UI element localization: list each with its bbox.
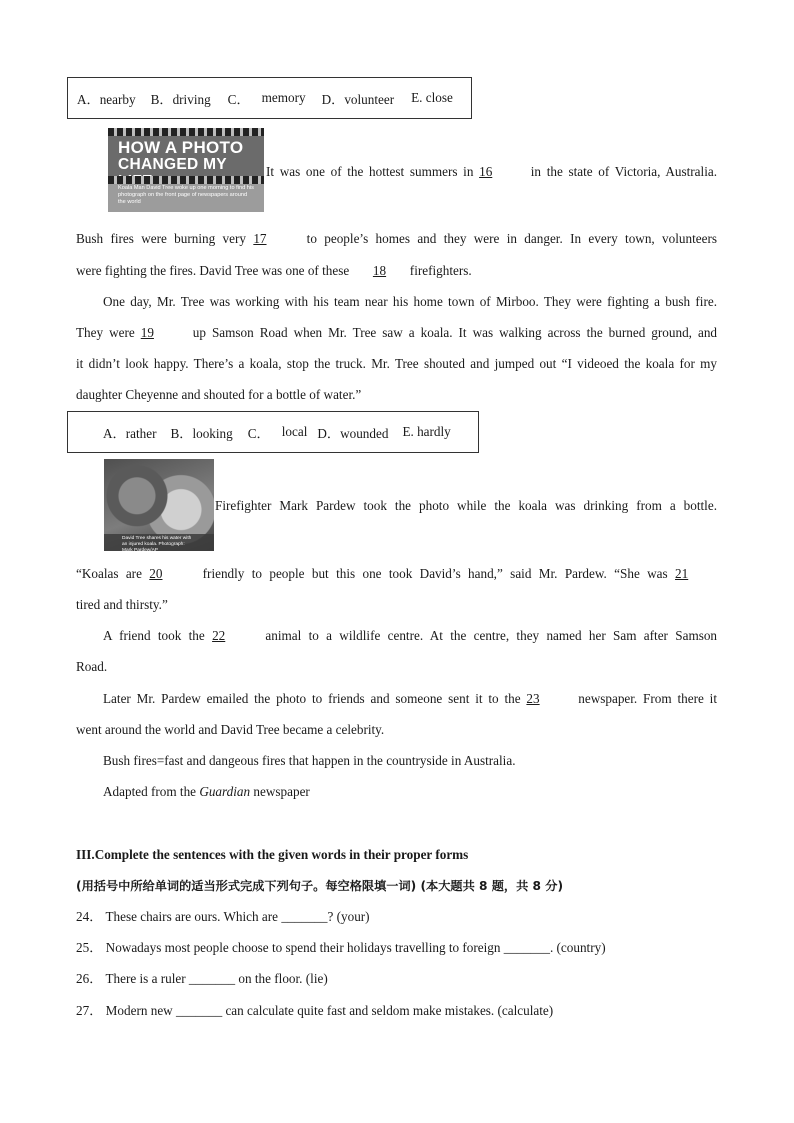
question-25: 25． Nowadays most people choose to spend their holidays travelling to foreign _______. (country) (76, 940, 606, 955)
question-26: 26． There is a ruler _______ on the floor. (lie) (76, 971, 328, 986)
blank-16: 16 (479, 164, 493, 179)
paragraph-2-line-2: They were 19 up Samson Road when Mr. Tree saw a koala. It was walking across the burned ground, and (76, 325, 718, 340)
paragraph-1-line-3: were fighting the fires. David Tree was one of these 18 firefighters. (76, 263, 472, 278)
answer-blank: _______ (503, 940, 550, 955)
paragraph-3-line-2: “Koalas are 20 friendly to people but this one took David’s hand,” said Mr. Pardew. “She was 21 (76, 565, 717, 583)
word-option: local (281, 424, 308, 439)
paragraph-5-line-2: went around the world and David Tree became a celebrity. (76, 722, 385, 737)
word-option: C． (247, 425, 270, 441)
answer-blank: _______ (281, 909, 328, 924)
section-3-title: III.Complete the sentences with the given words in their proper forms (76, 847, 469, 862)
film-strip-bottom (108, 176, 264, 184)
blank-20: 20 (149, 566, 163, 581)
koala-drinking-photo (104, 459, 214, 551)
blank-23: 23 (526, 691, 540, 706)
word-bank-box-1 (67, 77, 472, 119)
question-24: 24． These chairs are ours. Which are _______? (your) (76, 909, 370, 924)
paragraph-3-line-1: Firefighter Mark Pardew took the photo while the koala was drinking from a bottle. (215, 498, 717, 513)
word-option: D．wounded (317, 425, 389, 441)
paragraph-4-line-1: A friend took the 22 animal to a wildlife centre. At the centre, they named her Sam after Samson (103, 628, 718, 643)
question-27: 27． Modern new _______ can calculate quite fast and seldom make mistakes. (calculate) (76, 1003, 554, 1018)
paragraph-5-line-1: Later Mr. Pardew emailed the photo to friends and someone sent it to the 23 newspaper. From there it (103, 691, 717, 706)
image-caption: Koala Man David Tree woke up one morning to find his photograph on the front page of newspapers around the world (108, 184, 264, 212)
word-option: D．volunteer (321, 91, 395, 107)
paragraph-2-line-4: daughter Cheyenne and shouted for a bottle of water.” (76, 387, 362, 402)
blank-22: 22 (212, 628, 226, 643)
image-headline: HOW A PHOTO CHANGED MY (118, 138, 244, 173)
blank-19: 19 (140, 325, 154, 340)
word-option: E. hardly (402, 424, 451, 439)
paragraph-2-line-1: One day, Mr. Tree was working with his team near his home town of Mirboo. They were fighting a bush fire. (103, 294, 717, 309)
paragraph-1-line-1: It was one of the hottest summers in 16 in the state of Victoria, Australia. (266, 164, 718, 179)
section-3-subtitle: (用括号中所给单词的适当形式完成下列句子。每空格限填一词) (本大题共 8 题，共 8 分) (76, 879, 564, 893)
word-bank-box-2 (67, 411, 479, 453)
word-option: B．looking (170, 425, 233, 441)
image-caption: David Tree shares his water with an injured koala. Photograph: Mark Pardew/AP (104, 534, 214, 551)
word-option: A．nearby (77, 91, 136, 107)
paragraph-3-line-3: tired and thirsty.” (76, 597, 168, 612)
word-option: memory (261, 90, 306, 105)
word-option: E. close (411, 90, 453, 105)
vocabulary-note: Bush fires=fast and dangeous fires that happen in the countryside in Australia. (103, 753, 516, 768)
answer-blank: _______ (188, 971, 236, 986)
word-option: C． (227, 91, 250, 107)
film-strip-top (108, 128, 264, 136)
paragraph-1-line-2: Bush fires were burning very 17 to people’s homes and they were in danger. In every town, volunteers (76, 231, 717, 246)
question-number: 24． (76, 909, 103, 924)
source-name: Guardian (199, 784, 251, 799)
source-credit: Adapted from the Guardian newspaper (103, 784, 310, 799)
blank-18: 18 (372, 263, 387, 278)
blank-21: 21 (675, 566, 689, 581)
question-number: 25． (76, 940, 103, 955)
question-number: 27． (76, 1003, 103, 1018)
answer-blank: _______ (176, 1003, 223, 1018)
blank-17: 17 (253, 231, 267, 246)
paragraph-4-line-2: Road. (76, 659, 108, 674)
how-a-photo-changed-my-life-image (108, 128, 264, 212)
paragraph-2-line-3: it didn’t look happy. There’s a koala, stop the truck. Mr. Tree shouted and jumped out “I videoed the koala for my (76, 356, 717, 371)
word-option: B．driving (150, 91, 211, 107)
word-option: A．rather (103, 425, 157, 441)
question-number: 26． (76, 971, 103, 986)
